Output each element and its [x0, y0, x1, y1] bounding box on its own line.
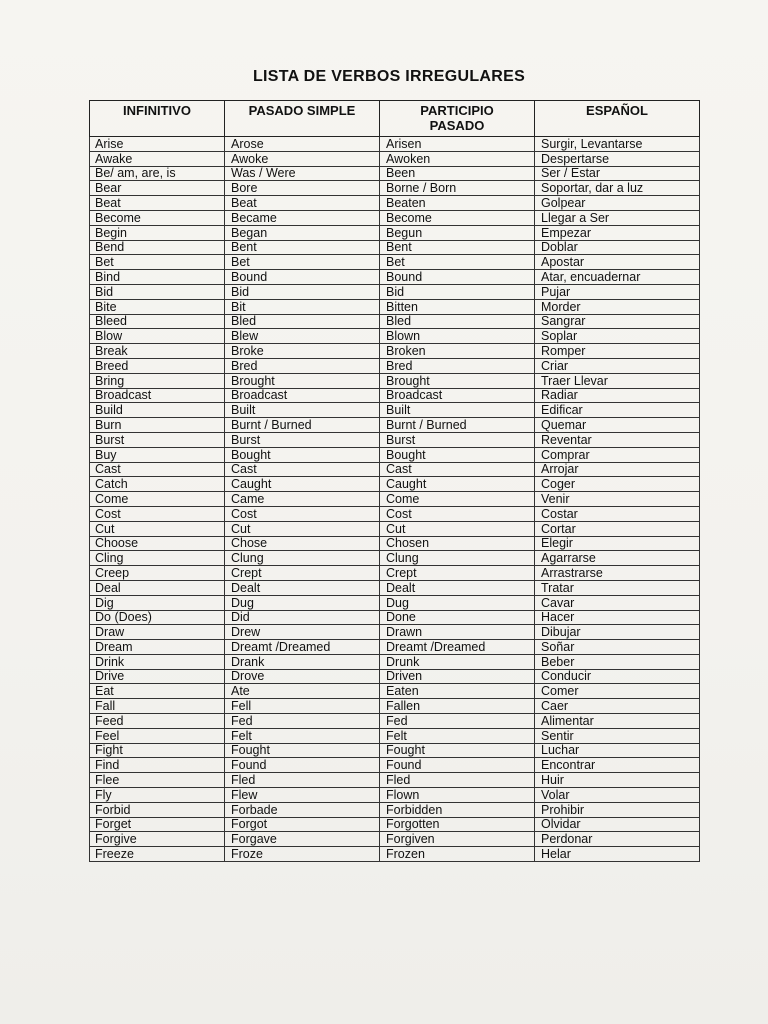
participio-cell: Forgiven	[380, 832, 535, 847]
table-row	[90, 329, 700, 344]
participio-cell: Built	[380, 403, 535, 418]
pasado-simple-cell: Began	[225, 225, 380, 240]
table-row	[90, 284, 700, 299]
pasado-simple-cell: Bred	[225, 358, 380, 373]
infinitivo-cell: Draw	[90, 625, 225, 640]
pasado-simple-cell: Blew	[225, 329, 380, 344]
pasado-simple-cell: Drew	[225, 625, 380, 640]
table-row	[90, 447, 700, 462]
infinitivo-cell: Forget	[90, 817, 225, 832]
infinitivo-cell: Bleed	[90, 314, 225, 329]
table-row	[90, 255, 700, 270]
infinitivo-cell: Deal	[90, 580, 225, 595]
espanol-cell: Volar	[535, 788, 700, 803]
infinitivo-cell: Become	[90, 210, 225, 225]
table-row	[90, 196, 700, 211]
participio-cell: Driven	[380, 669, 535, 684]
participio-cell: Fought	[380, 743, 535, 758]
participio-cell: Begun	[380, 225, 535, 240]
pasado-simple-cell: Broadcast	[225, 388, 380, 403]
espanol-cell: Radiar	[535, 388, 700, 403]
table-row	[90, 477, 700, 492]
infinitivo-cell: Flee	[90, 773, 225, 788]
table-row	[90, 299, 700, 314]
irregular-verbs-table	[89, 100, 700, 862]
participio-cell: Clung	[380, 551, 535, 566]
infinitivo-cell: Creep	[90, 566, 225, 581]
participio-cell: Cost	[380, 506, 535, 521]
pasado-simple-cell: Dug	[225, 595, 380, 610]
pasado-simple-cell: Became	[225, 210, 380, 225]
table-row	[90, 802, 700, 817]
espanol-cell: Empezar	[535, 225, 700, 240]
table-row	[90, 344, 700, 359]
participio-cell: Brought	[380, 373, 535, 388]
participio-cell: Dealt	[380, 580, 535, 595]
pasado-simple-cell: Beat	[225, 196, 380, 211]
pasado-simple-cell: Froze	[225, 847, 380, 862]
espanol-cell: Morder	[535, 299, 700, 314]
espanol-cell: Atar, encuadernar	[535, 270, 700, 285]
participio-cell: Flown	[380, 788, 535, 803]
espanol-cell: Quemar	[535, 418, 700, 433]
participio-cell: Broadcast	[380, 388, 535, 403]
pasado-simple-cell: Found	[225, 758, 380, 773]
participio-cell: Bled	[380, 314, 535, 329]
infinitivo-cell: Fall	[90, 699, 225, 714]
pasado-simple-cell: Fed	[225, 714, 380, 729]
infinitivo-cell: Dig	[90, 595, 225, 610]
espanol-cell: Sangrar	[535, 314, 700, 329]
infinitivo-cell: Bind	[90, 270, 225, 285]
espanol-cell: Soñar	[535, 640, 700, 655]
infinitivo-cell: Breed	[90, 358, 225, 373]
participio-cell: Burnt / Burned	[380, 418, 535, 433]
table-row	[90, 773, 700, 788]
pasado-simple-cell: Forgave	[225, 832, 380, 847]
infinitivo-cell: Forbid	[90, 802, 225, 817]
table-row	[90, 373, 700, 388]
espanol-cell: Surgir, Levantarse	[535, 137, 700, 152]
espanol-cell: Agarrarse	[535, 551, 700, 566]
infinitivo-cell: Dream	[90, 640, 225, 655]
infinitivo-cell: Do (Does)	[90, 610, 225, 625]
participio-cell: Bent	[380, 240, 535, 255]
infinitivo-cell: Fight	[90, 743, 225, 758]
participio-cell: Frozen	[380, 847, 535, 862]
infinitivo-cell: Bear	[90, 181, 225, 196]
espanol-cell: Criar	[535, 358, 700, 373]
participio-cell: Dreamt /Dreamed	[380, 640, 535, 655]
pasado-simple-cell: Bent	[225, 240, 380, 255]
espanol-cell: Comer	[535, 684, 700, 699]
participio-cell: Forgotten	[380, 817, 535, 832]
pasado-simple-cell: Bet	[225, 255, 380, 270]
espanol-cell: Encontrar	[535, 758, 700, 773]
espanol-cell: Costar	[535, 506, 700, 521]
pasado-simple-cell: Cut	[225, 521, 380, 536]
pasado-simple-cell: Flew	[225, 788, 380, 803]
infinitivo-cell: Beat	[90, 196, 225, 211]
table-row	[90, 699, 700, 714]
table-row	[90, 536, 700, 551]
header-row	[90, 101, 700, 137]
table-row	[90, 610, 700, 625]
infinitivo-cell: Build	[90, 403, 225, 418]
infinitivo-cell: Bite	[90, 299, 225, 314]
espanol-cell: Elegir	[535, 536, 700, 551]
participio-cell: Bitten	[380, 299, 535, 314]
participio-cell: Drunk	[380, 654, 535, 669]
espanol-cell: Edificar	[535, 403, 700, 418]
espanol-cell: Despertarse	[535, 151, 700, 166]
espanol-cell: Beber	[535, 654, 700, 669]
table-row	[90, 358, 700, 373]
espanol-cell: Sentir	[535, 728, 700, 743]
infinitivo-cell: Feel	[90, 728, 225, 743]
header-infinitivo: INFINITIVO	[90, 101, 225, 137]
participio-cell: Bought	[380, 447, 535, 462]
pasado-simple-cell: Bit	[225, 299, 380, 314]
document-title: LISTA DE VERBOS IRREGULARES	[252, 68, 526, 85]
pasado-simple-cell: Cost	[225, 506, 380, 521]
espanol-cell: Doblar	[535, 240, 700, 255]
participio-cell: Caught	[380, 477, 535, 492]
espanol-cell: Alimentar	[535, 714, 700, 729]
infinitivo-cell: Broadcast	[90, 388, 225, 403]
table-row	[90, 403, 700, 418]
table-row	[90, 654, 700, 669]
pasado-simple-cell: Dealt	[225, 580, 380, 595]
participio-cell: Been	[380, 166, 535, 181]
participio-cell: Borne / Born	[380, 181, 535, 196]
espanol-cell: Comprar	[535, 447, 700, 462]
espanol-cell: Traer Llevar	[535, 373, 700, 388]
infinitivo-cell: Choose	[90, 536, 225, 551]
infinitivo-cell: Blow	[90, 329, 225, 344]
table-row	[90, 728, 700, 743]
table-row	[90, 151, 700, 166]
espanol-cell: Luchar	[535, 743, 700, 758]
infinitivo-cell: Cut	[90, 521, 225, 536]
espanol-cell: Pujar	[535, 284, 700, 299]
pasado-simple-cell: Dreamt /Dreamed	[225, 640, 380, 655]
table-row	[90, 432, 700, 447]
infinitivo-cell: Drink	[90, 654, 225, 669]
participio-cell: Drawn	[380, 625, 535, 640]
participio-cell: Become	[380, 210, 535, 225]
table-row	[90, 714, 700, 729]
table-row	[90, 743, 700, 758]
header-participio-pasado: PARTICIPIO PASADO	[380, 101, 535, 137]
pasado-simple-cell: Came	[225, 492, 380, 507]
espanol-cell: Coger	[535, 477, 700, 492]
infinitivo-cell: Bring	[90, 373, 225, 388]
infinitivo-cell: Come	[90, 492, 225, 507]
table-row	[90, 625, 700, 640]
participio-cell: Eaten	[380, 684, 535, 699]
pasado-simple-cell: Cast	[225, 462, 380, 477]
verb-rows	[90, 137, 700, 862]
table-row	[90, 388, 700, 403]
pasado-simple-cell: Clung	[225, 551, 380, 566]
espanol-cell: Caer	[535, 699, 700, 714]
participio-cell: Bound	[380, 270, 535, 285]
pasado-simple-cell: Bought	[225, 447, 380, 462]
pasado-simple-cell: Bid	[225, 284, 380, 299]
espanol-cell: Cavar	[535, 595, 700, 610]
table-row	[90, 521, 700, 536]
pasado-simple-cell: Forbade	[225, 802, 380, 817]
infinitivo-cell: Buy	[90, 447, 225, 462]
table-row	[90, 788, 700, 803]
espanol-cell: Soplar	[535, 329, 700, 344]
pasado-simple-cell: Caught	[225, 477, 380, 492]
table-row	[90, 551, 700, 566]
espanol-cell: Arrastrarse	[535, 566, 700, 581]
infinitivo-cell: Fly	[90, 788, 225, 803]
infinitivo-cell: Find	[90, 758, 225, 773]
pasado-simple-cell: Bled	[225, 314, 380, 329]
pasado-simple-cell: Drank	[225, 654, 380, 669]
participio-cell: Cast	[380, 462, 535, 477]
espanol-cell: Huir	[535, 773, 700, 788]
table-row	[90, 758, 700, 773]
pasado-simple-cell: Brought	[225, 373, 380, 388]
infinitivo-cell: Cost	[90, 506, 225, 521]
pasado-simple-cell: Crept	[225, 566, 380, 581]
infinitivo-cell: Bend	[90, 240, 225, 255]
espanol-cell: Apostar	[535, 255, 700, 270]
pasado-simple-cell: Drove	[225, 669, 380, 684]
participio-cell: Blown	[380, 329, 535, 344]
espanol-cell: Llegar a Ser	[535, 210, 700, 225]
pasado-simple-cell: Ate	[225, 684, 380, 699]
table-row	[90, 492, 700, 507]
table-row	[90, 418, 700, 433]
table-row	[90, 640, 700, 655]
pasado-simple-cell: Forgot	[225, 817, 380, 832]
pasado-simple-cell: Did	[225, 610, 380, 625]
participio-cell: Felt	[380, 728, 535, 743]
infinitivo-cell: Bet	[90, 255, 225, 270]
infinitivo-cell: Cling	[90, 551, 225, 566]
participio-cell: Done	[380, 610, 535, 625]
table-row	[90, 314, 700, 329]
espanol-cell: Ser / Estar	[535, 166, 700, 181]
table-row	[90, 566, 700, 581]
pasado-simple-cell: Fled	[225, 773, 380, 788]
espanol-cell: Olvidar	[535, 817, 700, 832]
table-row	[90, 137, 700, 152]
infinitivo-cell: Break	[90, 344, 225, 359]
table-row	[90, 506, 700, 521]
infinitivo-cell: Awake	[90, 151, 225, 166]
table-row	[90, 240, 700, 255]
infinitivo-cell: Catch	[90, 477, 225, 492]
pasado-simple-cell: Was / Were	[225, 166, 380, 181]
infinitivo-cell: Bid	[90, 284, 225, 299]
infinitivo-cell: Burn	[90, 418, 225, 433]
participio-cell: Cut	[380, 521, 535, 536]
table-row	[90, 832, 700, 847]
infinitivo-cell: Burst	[90, 432, 225, 447]
table-row	[90, 462, 700, 477]
participio-cell: Arisen	[380, 137, 535, 152]
pasado-simple-cell: Felt	[225, 728, 380, 743]
espanol-cell: Helar	[535, 847, 700, 862]
espanol-cell: Dibujar	[535, 625, 700, 640]
participio-cell: Fled	[380, 773, 535, 788]
table-row	[90, 181, 700, 196]
espanol-cell: Romper	[535, 344, 700, 359]
participio-cell: Chosen	[380, 536, 535, 551]
pasado-simple-cell: Arose	[225, 137, 380, 152]
pasado-simple-cell: Fought	[225, 743, 380, 758]
table-row	[90, 225, 700, 240]
espanol-cell: Hacer	[535, 610, 700, 625]
espanol-cell: Conducir	[535, 669, 700, 684]
participio-cell: Fed	[380, 714, 535, 729]
espanol-cell: Golpear	[535, 196, 700, 211]
pasado-simple-cell: Broke	[225, 344, 380, 359]
infinitivo-cell: Be/ am, are, is	[90, 166, 225, 181]
participio-cell: Dug	[380, 595, 535, 610]
pasado-simple-cell: Bound	[225, 270, 380, 285]
espanol-cell: Venir	[535, 492, 700, 507]
espanol-cell: Prohibir	[535, 802, 700, 817]
infinitivo-cell: Begin	[90, 225, 225, 240]
participio-cell: Forbidden	[380, 802, 535, 817]
participio-cell: Bid	[380, 284, 535, 299]
participio-cell: Crept	[380, 566, 535, 581]
espanol-cell: Perdonar	[535, 832, 700, 847]
table-row	[90, 595, 700, 610]
infinitivo-cell: Forgive	[90, 832, 225, 847]
table-row	[90, 210, 700, 225]
participio-cell: Beaten	[380, 196, 535, 211]
pasado-simple-cell: Awoke	[225, 151, 380, 166]
espanol-cell: Soportar, dar a luz	[535, 181, 700, 196]
participio-cell: Awoken	[380, 151, 535, 166]
participio-cell: Broken	[380, 344, 535, 359]
table-row	[90, 166, 700, 181]
participio-cell: Bet	[380, 255, 535, 270]
infinitivo-cell: Eat	[90, 684, 225, 699]
infinitivo-cell: Freeze	[90, 847, 225, 862]
pasado-simple-cell: Chose	[225, 536, 380, 551]
participio-cell: Come	[380, 492, 535, 507]
espanol-cell: Reventar	[535, 432, 700, 447]
table-row	[90, 270, 700, 285]
participio-cell: Bred	[380, 358, 535, 373]
infinitivo-cell: Drive	[90, 669, 225, 684]
infinitivo-cell: Arise	[90, 137, 225, 152]
table-row	[90, 684, 700, 699]
header-espanol: ESPAÑOL	[535, 101, 700, 137]
infinitivo-cell: Feed	[90, 714, 225, 729]
espanol-cell: Cortar	[535, 521, 700, 536]
pasado-simple-cell: Bore	[225, 181, 380, 196]
participio-cell: Burst	[380, 432, 535, 447]
pasado-simple-cell: Fell	[225, 699, 380, 714]
table-row	[90, 847, 700, 862]
table-row	[90, 580, 700, 595]
table-row	[90, 669, 700, 684]
espanol-cell: Arrojar	[535, 462, 700, 477]
participio-cell: Fallen	[380, 699, 535, 714]
pasado-simple-cell: Burnt / Burned	[225, 418, 380, 433]
header-pasado-simple: PASADO SIMPLE	[225, 101, 380, 137]
participio-cell: Found	[380, 758, 535, 773]
pasado-simple-cell: Burst	[225, 432, 380, 447]
pasado-simple-cell: Built	[225, 403, 380, 418]
espanol-cell: Tratar	[535, 580, 700, 595]
table-row	[90, 817, 700, 832]
infinitivo-cell: Cast	[90, 462, 225, 477]
